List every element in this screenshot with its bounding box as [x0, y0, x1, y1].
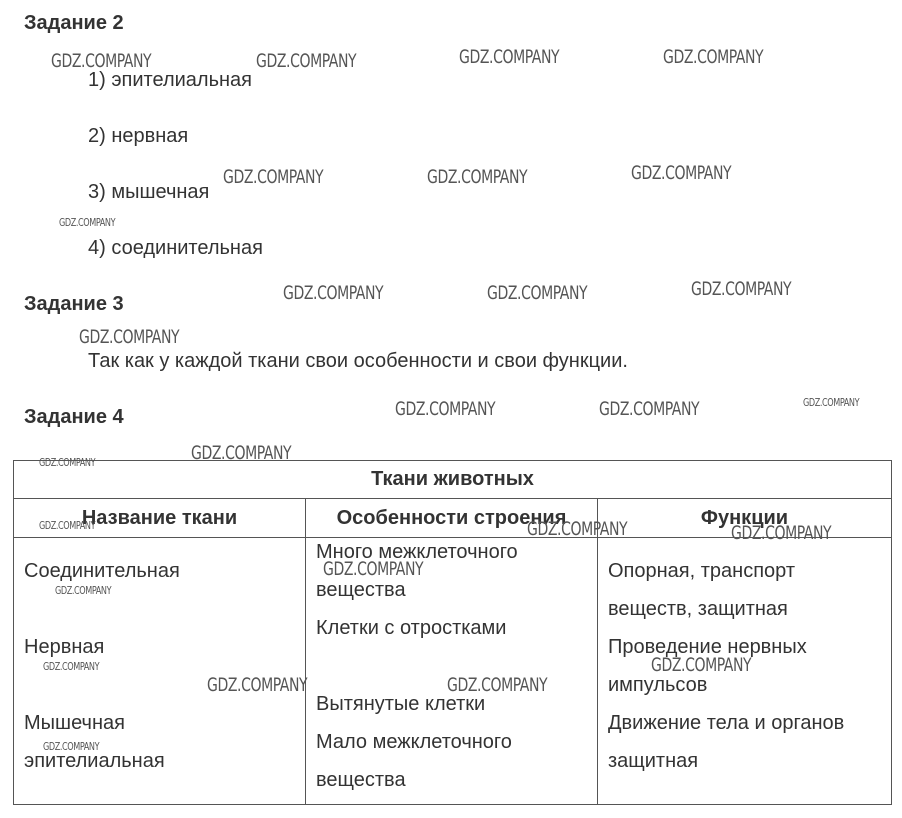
structure-line: Мало межклеточного: [316, 731, 512, 753]
column-header-name: Название ткани: [14, 499, 306, 538]
structure-line: Клетки с отростками: [316, 617, 507, 639]
tissue-name: Мышечная: [24, 712, 125, 734]
watermark: GDZ.COMPANY: [191, 442, 292, 464]
watermark: GDZ.COMPANY: [459, 46, 560, 68]
task4-heading: Задание 4: [24, 406, 124, 428]
function-line: веществ, защитная: [608, 598, 788, 620]
watermark: GDZ.COMPANY: [283, 282, 384, 304]
watermark: GDZ.COMPANY: [256, 50, 357, 72]
watermark: GDZ.COMPANY: [731, 522, 832, 544]
tissue-name: Нервная: [24, 636, 105, 658]
structure-line: Вытянутые клетки: [316, 693, 486, 715]
watermark: GDZ.COMPANY: [39, 456, 96, 469]
structure-line: Много межклеточного: [316, 541, 518, 563]
function-line: защитная: [608, 750, 699, 772]
watermark: GDZ.COMPANY: [55, 584, 112, 597]
column-header-structure: Особенности строения: [306, 499, 598, 538]
task2-heading: Задание 2: [24, 12, 124, 34]
function-line: импульсов: [608, 674, 708, 696]
watermark: GDZ.COMPANY: [427, 166, 528, 188]
tissue-name: Соединительная: [24, 560, 180, 582]
task3-answer: Так как у каждой ткани свои особенности и свои функции.: [88, 350, 628, 372]
task2-item-1: 1) эпителиальная: [88, 69, 252, 91]
table-caption: Ткани животных: [14, 461, 892, 499]
watermark: GDZ.COMPANY: [323, 558, 424, 580]
watermark: GDZ.COMPANY: [663, 46, 764, 68]
watermark: GDZ.COMPANY: [487, 282, 588, 304]
watermark: GDZ.COMPANY: [651, 654, 752, 676]
tissue-name: эпителиальная: [24, 750, 165, 772]
task3-heading: Задание 3: [24, 293, 124, 315]
watermark: GDZ.COMPANY: [599, 398, 700, 420]
task2-item-4: 4) соединительная: [88, 237, 263, 259]
watermark: GDZ.COMPANY: [691, 278, 792, 300]
function-line: Движение тела и органов: [608, 712, 845, 734]
watermark: GDZ.COMPANY: [223, 166, 324, 188]
structure-line: вещества: [316, 579, 406, 601]
task2-item-2: 2) нервная: [88, 125, 189, 147]
task2-item-3: 3) мышечная: [88, 181, 210, 203]
function-line: Проведение нервных: [608, 636, 807, 658]
function-line: Опорная, транспорт: [608, 560, 795, 582]
watermark: GDZ.COMPANY: [43, 740, 100, 753]
structure-line: вещества: [316, 769, 406, 791]
watermark: GDZ.COMPANY: [527, 518, 628, 540]
watermark: GDZ.COMPANY: [59, 216, 116, 229]
watermark: GDZ.COMPANY: [631, 162, 732, 184]
watermark: GDZ.COMPANY: [39, 519, 96, 532]
watermark: GDZ.COMPANY: [447, 674, 548, 696]
column-header-functions: Функции: [598, 499, 892, 538]
watermark: GDZ.COMPANY: [395, 398, 496, 420]
watermark: GDZ.COMPANY: [51, 50, 152, 72]
watermark: GDZ.COMPANY: [803, 396, 860, 409]
watermark: GDZ.COMPANY: [43, 660, 100, 673]
watermark: GDZ.COMPANY: [79, 326, 180, 348]
animal-tissues-table: [13, 460, 892, 805]
watermark: GDZ.COMPANY: [207, 674, 308, 696]
